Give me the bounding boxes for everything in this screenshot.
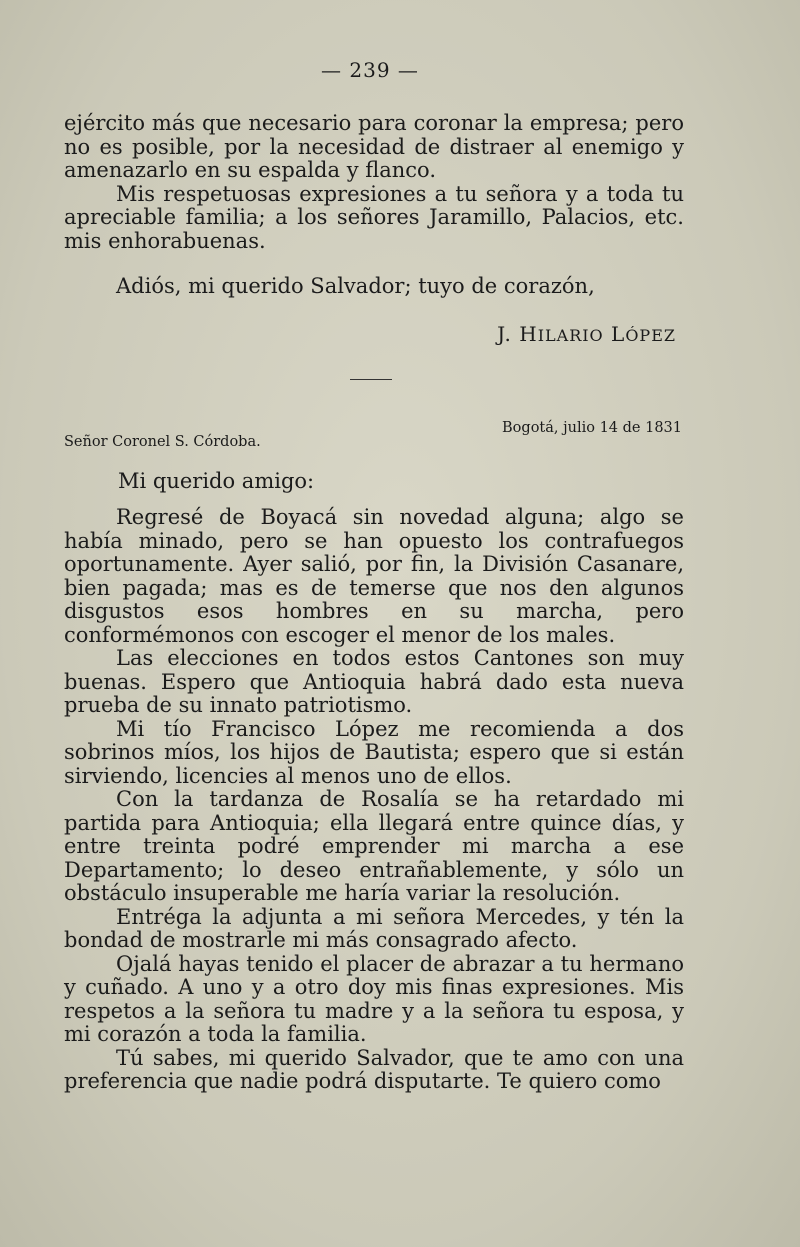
paragraph: Mi tío Francisco López me recomienda a dos sobrinos míos, los hijos de Bautista; espero que si están sirviendo, licencies al menos uno de ellos.	[64, 716, 684, 788]
paragraph: Mis respetuosas expresiones a tu señora y a toda tu apreciable familia; a los señores Jaramillo, Palacios, etc. mis enhorabuenas.	[64, 181, 684, 253]
page-number: — 239 —	[321, 58, 419, 82]
signature-part: ÓPEZ	[625, 326, 676, 345]
paragraph: Ojalá hayas tenido el placer de abrazar a tu hermano y cuñado. A uno y a otro doy mis finas expresiones. Mis respetos a la señora tu madre y a la señora tu esposa, y mi corazón a toda la familia.	[64, 951, 684, 1046]
paragraph: Con la tardanza de Rosalía se ha retardado mi partida para Antioquia; ella llegará entre quince días, y entre treinta podré emprender mi marcha a ese Departamento; lo deseo entrañablemente, y sólo un obstáculo insuperable me haría variar la resolución.	[64, 787, 684, 905]
signature-part: ILARIO	[537, 326, 604, 345]
signature	[0, 322, 676, 346]
top-text	[64, 112, 684, 253]
letter-date: Bogotá, julio 14 de 1831	[502, 420, 682, 436]
letter-greeting: Mi querido amigo:	[118, 469, 315, 493]
signature-part: J. H	[497, 322, 538, 346]
letter-addressee: Señor Coronel S. Córdoba.	[64, 434, 261, 450]
paragraph: Regresé de Boyacá sin novedad alguna; algo se había minado, pero se han opuesto los contrafuegos oportunamente. Ayer salió, por fin, la División Casanare, bien pagada; mas es de temerse que nos den algunos disgustos esos hombres en su marcha, pero conformémonos con escoger el menor de los males.	[64, 505, 684, 647]
signature-part: L	[603, 322, 626, 346]
paragraph: Entréga la adjunta a mi señora Mercedes, y tén la bondad de mostrarle mi más consagrado afecto.	[64, 904, 684, 952]
paragraph: ejército más que necesario para coronar la empresa; pero no es posible, por la necesidad de distraer al enemigo y amenazarlo en su espalda y flanco.	[64, 111, 684, 182]
farewell-line: Adiós, mi querido Salvador; tuyo de corazón,	[116, 274, 595, 298]
paragraph: Las elecciones en todos estos Cantones son muy buenas. Espero que Antioquia habrá dado esta nueva prueba de su innato patriotismo.	[64, 646, 684, 717]
letter-body	[64, 506, 684, 1094]
paragraph: Tú sabes, mi querido Salvador, que te amo con una preferencia que nadie podrá disputarte. Te quiero como	[64, 1045, 684, 1093]
separator-rule	[350, 379, 392, 380]
